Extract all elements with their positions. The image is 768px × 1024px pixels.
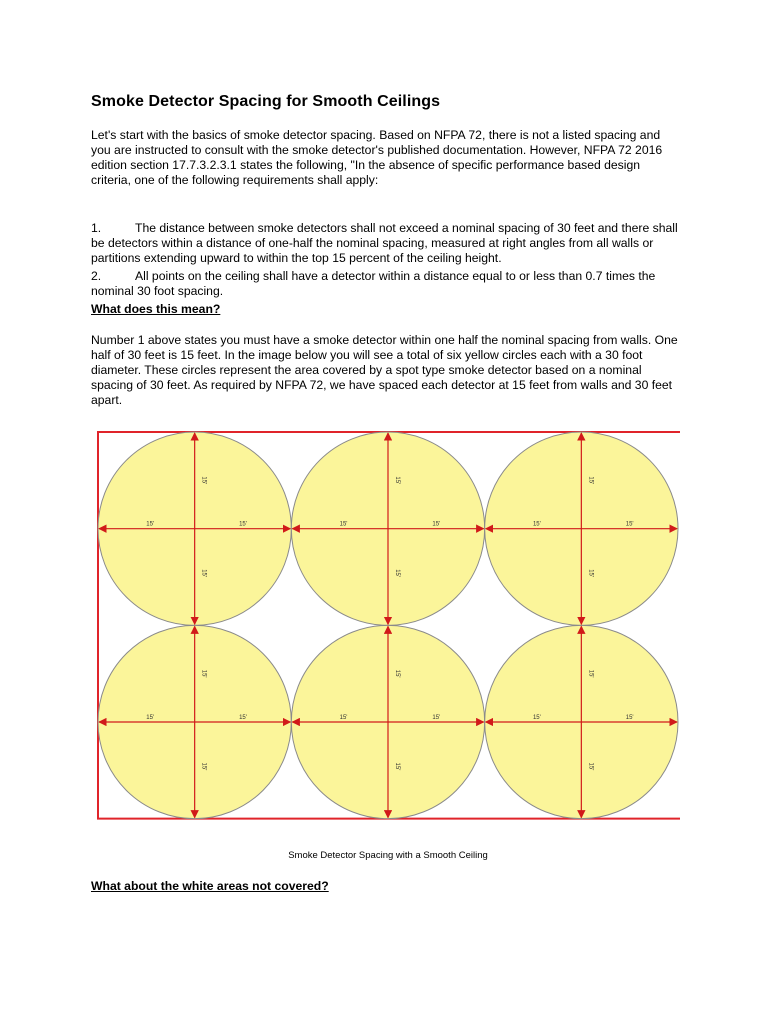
requirement-item-1	[91, 221, 681, 266]
dimension-label: 15'	[587, 569, 594, 578]
dimension-label: 15'	[200, 569, 207, 578]
dimension-label: 15'	[394, 569, 400, 578]
dimension-label: 15'	[146, 715, 155, 721]
dimension-label: 15'	[587, 762, 594, 771]
dimension-label: 15'	[394, 669, 400, 678]
dimension-label: 15'	[394, 762, 400, 771]
dimension-label: 15'	[200, 762, 207, 771]
requirement-text: All points on the ceiling shall have a detector within a distance equal to or less than 0.7 times the nominal 30 foot spacing.	[91, 269, 656, 298]
dimension-label: 15'	[625, 715, 634, 721]
requirement-item-2	[91, 269, 681, 299]
section-heading-white-areas: What about the white areas not covered?	[91, 879, 329, 893]
figure-caption: Smoke Detector Spacing with a Smooth Ceiling	[288, 850, 488, 861]
dimension-label: 15'	[587, 669, 594, 678]
section-heading-meaning: What does this mean?	[91, 302, 221, 316]
dimension-label: 15'	[432, 715, 441, 721]
dimension-label: 15'	[146, 521, 155, 528]
dimension-label: 15'	[200, 669, 207, 678]
dimension-label: 15'	[394, 476, 400, 485]
dimension-label: 15'	[200, 476, 207, 485]
requirement-text: The distance between smoke detectors shall not exceed a nominal spacing of 30 feet and there shall be detectors within a distance of one-half the nominal spacing, measured at right angles from all walls or partitions extending upward to within the top 15 percent of the ceiling height.	[91, 221, 678, 265]
requirement-number: 1.	[91, 221, 102, 235]
page-title: Smoke Detector Spacing for Smooth Ceilings	[91, 93, 441, 110]
intro-paragraph: Let's start with the basics of smoke detector spacing. Based on NFPA 72, there is not a listed spacing and you are instructed to consult with the smoke detector's published documentation. However, NFPA 72 2016 edition section 17.7.3.2.3.1 states the following, "In the absence of specific performance based design criteria, one of the following requirements shall apply:	[91, 128, 663, 187]
dimension-label: 15'	[239, 521, 247, 528]
dimension-label: 15'	[239, 715, 247, 721]
spacing-diagram	[96, 430, 680, 840]
dimension-label: 15'	[625, 521, 634, 528]
dimension-label: 15'	[532, 715, 541, 721]
dimension-label: 15'	[339, 715, 348, 721]
dimension-label: 15'	[587, 476, 594, 485]
dimension-label: 15'	[432, 521, 441, 528]
requirement-number: 2.	[91, 269, 102, 283]
dimension-label: 15'	[532, 521, 541, 528]
spacing-diagram-svg	[96, 430, 680, 840]
explanation-paragraph: Number 1 above states you must have a smoke detector within one half the nominal spacing from walls. One half of 30 feet is 15 feet. In the image below you will see a total of six yellow circles each with a 30 foot diameter. These circles represent the area covered by a spot type smoke detector based on a nominal spacing of 30 feet. As required by NFPA 72, we have spaced each detector at 15 feet from walls and 30 feet apart.	[91, 333, 678, 407]
dimension-label: 15'	[339, 521, 348, 528]
